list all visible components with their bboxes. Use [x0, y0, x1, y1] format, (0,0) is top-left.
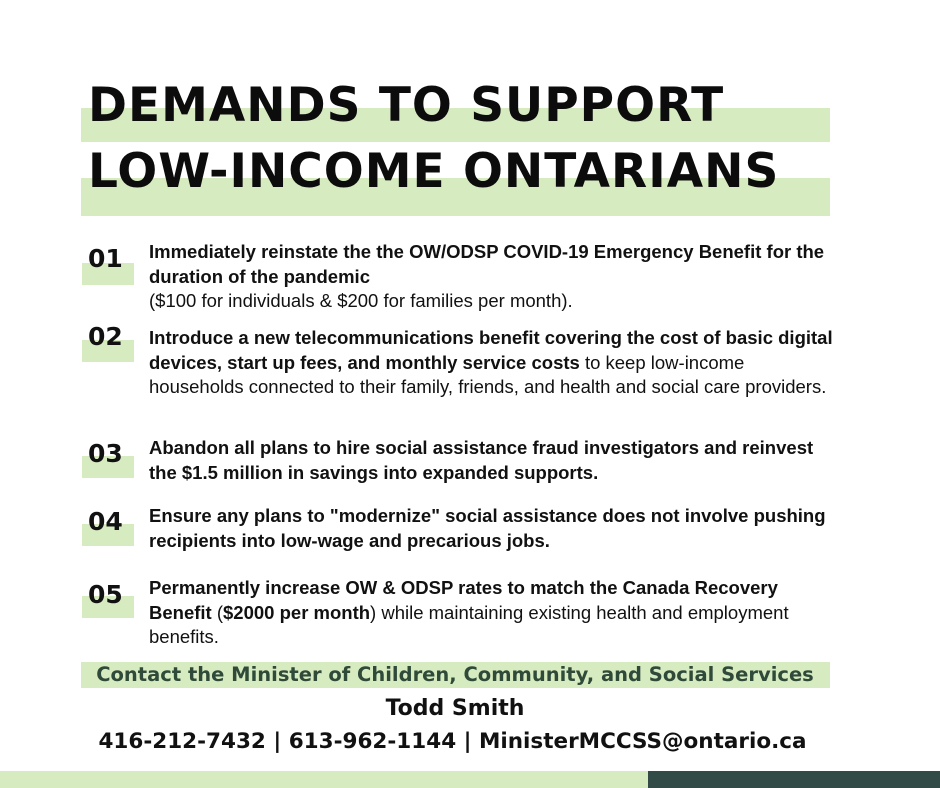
demand-bold-text: Permanently increase OW & ODSP rates to match the Canada Recovery Benefit: [149, 577, 778, 623]
demand-regular-text: (: [211, 601, 224, 623]
demand-regular-text: to keep low-income households connected to their family, friends, and health and social care providers.: [149, 351, 827, 397]
contact-details: 416-212-7432 | 613-962-1144 | MinisterMCCSS@ontario.ca: [98, 729, 807, 754]
demand-number: 02: [88, 322, 123, 351]
demand-number: 03: [88, 439, 123, 468]
contact-heading: Contact the Minister of Children, Community, and Social Services: [96, 663, 814, 686]
demand-bold-text: Immediately reinstate the the OW/ODSP COVID-19 Emergency Benefit for the duration of the pandemic: [149, 241, 825, 287]
demand-bold-text: Abandon all plans to hire social assistance fraud investigators and reinvest the $1.5 million in savings into expanded supports.: [149, 437, 814, 483]
demand-text: [149, 504, 839, 553]
demand-text: [149, 576, 839, 650]
demand-text: [149, 240, 839, 314]
footer-bar-light: [0, 771, 648, 788]
title-line-1: DEMANDS TO SUPPORT: [88, 78, 725, 133]
demand-regular-text: ($100 for individuals & $200 for families per month).: [149, 290, 573, 311]
demand-text: [149, 436, 839, 485]
title-line-2: LOW-INCOME ONTARIANS: [88, 144, 780, 199]
demand-bold-text: Introduce a new telecommunications benefit covering the cost of basic digital devices, start up fees, and monthly service costs: [149, 327, 833, 373]
minister-name: Todd Smith: [385, 696, 525, 721]
demand-number: 01: [88, 244, 123, 273]
demand-number: 05: [88, 580, 123, 609]
demand-text: [149, 326, 839, 400]
demand-number: 04: [88, 507, 123, 536]
footer-bar-dark: [648, 771, 940, 788]
demand-bold-text: Ensure any plans to "modernize" social assistance does not involve pushing recipients into low-wage and precarious jobs.: [149, 505, 826, 551]
demand-bold-amount: $2000 per month: [223, 601, 371, 623]
demand-regular-text-2: ) while maintaining existing health and employment benefits.: [149, 601, 789, 647]
